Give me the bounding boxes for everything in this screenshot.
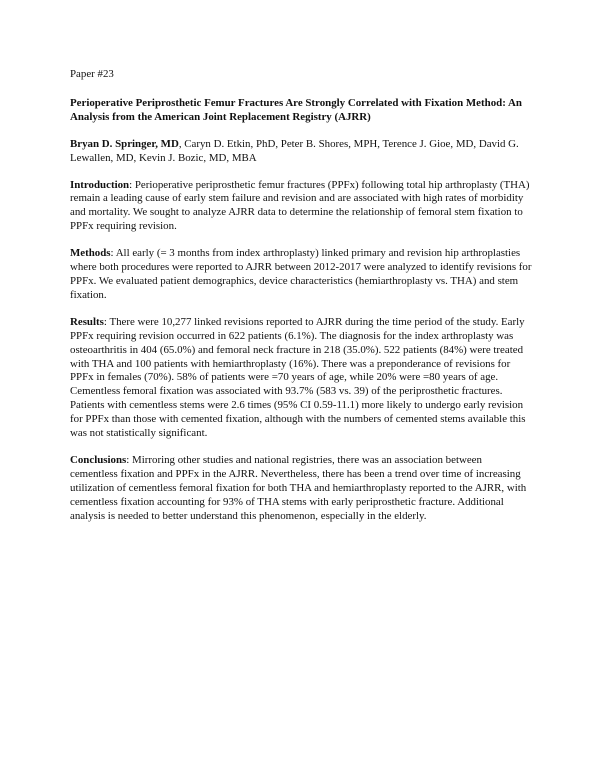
methods-section bbox=[70, 247, 532, 303]
co-authors: , Caryn D. Etkin, PhD, Peter B. Shores, MPH, Terence J. Gioe, MD, David G. Lewallen, MD, Kevin J. Bozic, MD, MBA bbox=[70, 137, 519, 164]
results-heading: Results bbox=[70, 315, 104, 328]
conclusions-section bbox=[70, 454, 532, 524]
paper-title: Perioperative Periprosthetic Femur Fractures Are Strongly Correlated with Fixation Method: An Analysis from the American Joint Replacement Registry (AJRR) bbox=[70, 96, 522, 123]
paper-number: Paper #23 bbox=[70, 68, 114, 80]
lead-author: Bryan D. Springer, MD bbox=[70, 137, 179, 150]
introduction-heading: Introduction bbox=[70, 178, 130, 191]
author-list bbox=[70, 138, 532, 166]
results-text: : There were 10,277 linked revisions reported to AJRR during the time period of the study. Early PPFx requiring revision occurred in 622 patients (6.1%). The diagnosis for the index arthroplasty was osteoarthritis in 404 (65.0%) and femoral neck fracture in 218 (35.0%). 522 patients (84%) were treated with THA and 100 patients with hemiarthroplasty (16%). There was a preponderance of revisions for PPFx in females (70%). 58% of patients were =70 years of age, while 20% were =80 years of age. Cementless femoral fixation was associated with 93.7% (583 vs. 39) of the periprosthetic fractures. Patients with cementless stems were 2.6 times (95% CI 0.59-11.1) more likely to undergo early revision for PPFx than those with cemented fixation, although with the numbers of cemented stems available this was not statistically significant. bbox=[70, 315, 526, 440]
conclusions-text: : Mirroring other studies and national registries, there was an association between cementless fixation and PPFx in the AJRR. Nevertheless, there has been a trend over time of increasing utilization of cementless femoral fixation for both THA and hemiarthroplasty reported to the AJRR, with cementless fixation accounting for 93% of THA stems with early periprosthetic fracture. Additional analysis is needed to better understand this phenomenon, especially in the elderly. bbox=[70, 453, 527, 522]
methods-text: : All early (= 3 months from index arthroplasty) linked primary and revision hip arthroplasties where both procedures were reported to AJRR between 2012-2017 were analyzed to identify revisions for PPFx. We evaluated patient demographics, device characteristics (hemiarthroplasty vs. THA) and stem fixation. bbox=[70, 247, 532, 301]
results-section bbox=[70, 316, 532, 441]
introduction-section bbox=[70, 179, 532, 235]
introduction-text: : Perioperative periprosthetic femur fractures (PPFx) following total hip arthroplasty (THA) remain a leading cause of early stem failure and revision and are associated with high rates of morbidity and mortality. We sought to analyze AJRR data to determine the relationship of femoral stem fixation to PPFx requiring revision. bbox=[70, 178, 530, 233]
conclusions-heading: Conclusions bbox=[70, 453, 127, 466]
abstract-page bbox=[70, 68, 532, 536]
methods-heading: Methods bbox=[70, 247, 111, 260]
